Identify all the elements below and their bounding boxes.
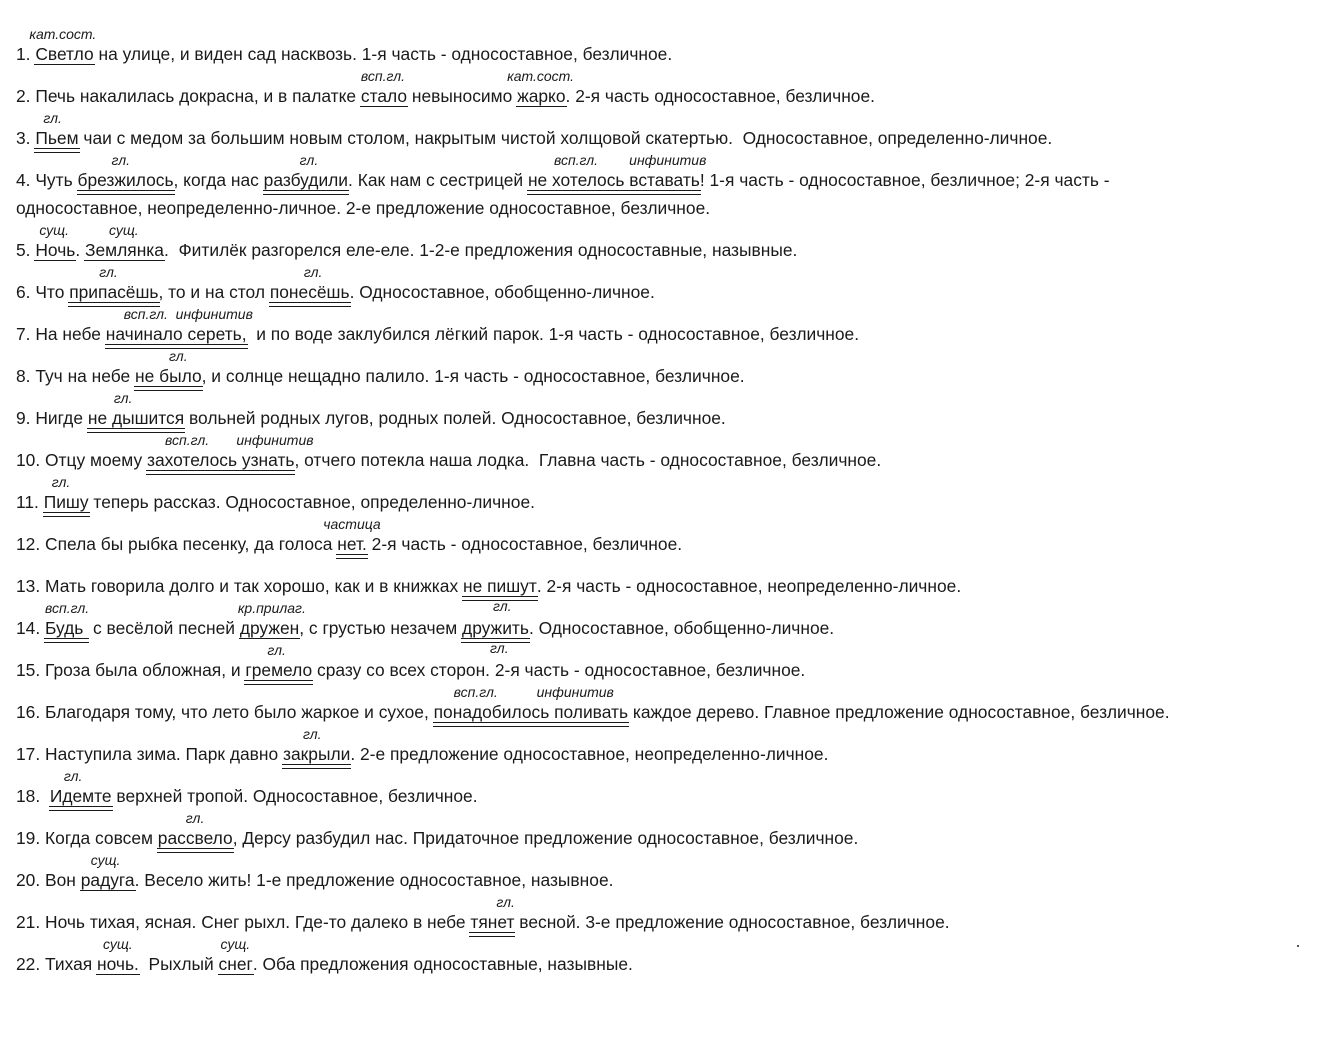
sentence-text: , Дерсу разбудил нас. Придаточное предложение односоставное, безличное. bbox=[232, 828, 859, 848]
grammar-annotation: частица bbox=[323, 516, 381, 532]
sentence-number: 6. bbox=[16, 282, 36, 302]
sentence-text: сразу со всех сторон. 2-я часть - односоставное, безличное. bbox=[312, 660, 806, 680]
predicate-segment bbox=[245, 642, 313, 682]
main-member-segment bbox=[218, 936, 253, 976]
predicate-word: Пьем bbox=[35, 128, 79, 148]
sentence-text: односоставное, неопределенно-личное. 2-е предложение односоставное, безличное. bbox=[16, 198, 711, 218]
sentence-text: верхней тропой. Односоставное, безличное. bbox=[111, 786, 478, 806]
grammar-annotation: всп.гл. инфинитив bbox=[164, 432, 314, 448]
predicate-segment bbox=[283, 726, 351, 766]
sentence-number: 13. bbox=[16, 576, 46, 596]
main-member-word: жарко bbox=[517, 86, 566, 106]
sentence-text: Нигде bbox=[35, 408, 88, 428]
grammar-annotation: гл. bbox=[99, 264, 118, 280]
sentence-line bbox=[16, 432, 1321, 490]
sentence-line bbox=[16, 574, 1321, 616]
predicate-word: брезжилось bbox=[77, 170, 174, 190]
sentence-text: . Как нам с сестрицей bbox=[348, 170, 528, 190]
sentence-text: каждое дерево. Главное предложение односоставное, безличное. bbox=[628, 702, 1170, 722]
predicate-word: нет. bbox=[337, 534, 367, 554]
sentence-number: 12. bbox=[16, 534, 46, 554]
sentence-text: с весёлой песней bbox=[88, 618, 240, 638]
grammar-annotation: гл. bbox=[113, 390, 133, 406]
sentence-number: 1. bbox=[16, 44, 36, 64]
sentence-text: Мать говорила долго и так хорошо, как и в книжках bbox=[45, 576, 463, 596]
sentence-line bbox=[16, 894, 1321, 952]
sentence-line bbox=[16, 936, 1321, 994]
sentence-line bbox=[16, 474, 1321, 532]
sentence-text: . Односоставное, обобщенно-личное. bbox=[528, 618, 835, 638]
grammar-annotation: гл. bbox=[299, 152, 319, 168]
main-member-word: радуга bbox=[80, 870, 135, 890]
sentence-text: Что bbox=[35, 282, 70, 302]
predicate-word: тянет bbox=[470, 912, 515, 932]
sentence-number: 7. bbox=[16, 324, 36, 344]
grammar-annotation: кр.прилаг. bbox=[237, 600, 306, 616]
main-member-segment bbox=[237, 600, 306, 640]
grammar-annotation: кат.сост. bbox=[507, 68, 575, 84]
sentence-text: весной. 3-е предложение односоставное, безличное. bbox=[514, 912, 950, 932]
sentence-text: Отцу моему bbox=[45, 450, 147, 470]
main-member-word: Землянка bbox=[85, 240, 164, 260]
sentence-text: Тихая bbox=[45, 954, 98, 974]
grammar-annotation: гл. bbox=[303, 264, 323, 280]
predicate-word: понадобилось поливать bbox=[433, 702, 629, 722]
predicate-word: закрыли bbox=[283, 744, 351, 764]
main-member-segment bbox=[97, 936, 139, 976]
grammar-annotation: сущ. bbox=[109, 222, 139, 238]
sentence-text: чаи с медом за большим новым столом, накрытым чистой холщовой скатертью. Односоставное, определенно-личное. bbox=[78, 128, 1053, 148]
grammar-annotation: всп.гл. bbox=[360, 68, 406, 84]
predicate-segment bbox=[527, 152, 707, 192]
predicate-word: не дышится bbox=[87, 408, 185, 428]
sentence-text: 2-я часть - односоставное, безличное. bbox=[366, 534, 683, 554]
sentence-text: и по воде заклубился лёгкий парок. 1-я часть - односоставное, безличное. bbox=[246, 324, 860, 344]
predicate-segment bbox=[462, 616, 529, 656]
sentence-number: 11. bbox=[16, 492, 44, 512]
main-member-word: снег bbox=[218, 954, 253, 974]
sentence-number: 4. bbox=[16, 170, 36, 190]
sentence-line bbox=[16, 306, 1321, 364]
predicate-word: Будь bbox=[45, 618, 89, 638]
predicate-word: не пишут bbox=[462, 576, 537, 596]
sentence-text: Вон bbox=[45, 870, 81, 890]
predicate-word: дружить bbox=[462, 618, 529, 638]
main-member-word: Ночь bbox=[35, 240, 76, 260]
predicate-segment bbox=[470, 894, 515, 934]
sentence-text: ! 1-я часть - односоставное, безличное; 2-я часть - bbox=[699, 170, 1110, 190]
sentence-line bbox=[16, 348, 1321, 406]
sentence-number: 2. bbox=[16, 86, 36, 106]
sentence-line bbox=[16, 68, 1321, 126]
predicate-word: начинало сереть, bbox=[105, 324, 247, 344]
sentence-number: 20. bbox=[16, 870, 46, 890]
predicate-segment bbox=[105, 306, 253, 346]
grammar-annotation: гл. bbox=[267, 642, 286, 658]
predicate-word: рассвело bbox=[157, 828, 233, 848]
sentence-continuation bbox=[16, 196, 1321, 238]
sentence-line bbox=[16, 642, 1321, 700]
grammar-annotation: сущ. bbox=[90, 852, 121, 868]
sentence-text: на улице, и виден сад насквозь. 1-я часть - односоставное, безличное. bbox=[93, 44, 673, 64]
sentence-text: . Фитилёк разгорелся еле-еле. 1-2-е предложения односоставные, назывные. bbox=[163, 240, 798, 260]
sentence-line bbox=[16, 810, 1321, 868]
predicate-segment bbox=[462, 574, 537, 614]
sentence-line bbox=[16, 684, 1321, 742]
sentence-number: 8. bbox=[16, 366, 36, 386]
grammar-annotation: гл. bbox=[43, 110, 62, 126]
sentence-text: невыносимо bbox=[407, 86, 518, 106]
stray-dot bbox=[1297, 945, 1299, 947]
grammar-annotation: кат.сост. bbox=[29, 26, 97, 42]
sentence-number: 19. bbox=[16, 828, 46, 848]
sentence-line bbox=[16, 852, 1321, 910]
grammar-annotation: гл. bbox=[303, 726, 322, 742]
sentence-text: На небе bbox=[35, 324, 106, 344]
predicate-word: Пишу bbox=[43, 492, 89, 512]
grammar-annotation: гл. bbox=[51, 474, 71, 490]
sentence-number: 18. bbox=[16, 786, 46, 806]
sentence-number: 22. bbox=[16, 954, 46, 974]
predicate-word: разбудили bbox=[263, 170, 349, 190]
sentence-number: 3. bbox=[16, 128, 36, 148]
predicate-segment bbox=[146, 432, 314, 472]
main-member-word: стало bbox=[360, 86, 408, 106]
sentence-number: 16. bbox=[16, 702, 46, 722]
main-member-segment bbox=[85, 222, 164, 262]
sentence-text: теперь рассказ. Односоставное, определенно-личное. bbox=[88, 492, 535, 512]
grammar-annotation: всп.гл. инфинитив bbox=[123, 306, 253, 322]
predicate-segment bbox=[135, 348, 202, 388]
predicate-segment bbox=[323, 516, 381, 556]
predicate-segment bbox=[433, 684, 629, 724]
main-member-segment bbox=[29, 26, 97, 66]
main-member-word: дружен bbox=[239, 618, 300, 638]
sentence-text: Чуть bbox=[35, 170, 78, 190]
grammar-annotation: гл. bbox=[492, 598, 512, 614]
sentence-text: Туч на небе bbox=[35, 366, 136, 386]
sentence-text: , с грустью незачем bbox=[299, 618, 463, 638]
predicate-word: понесёшь bbox=[269, 282, 350, 302]
main-member-segment bbox=[360, 68, 408, 108]
predicate-segment bbox=[69, 264, 159, 304]
sentence-text: Благодаря тому, что лето было жаркое и сухое, bbox=[45, 702, 434, 722]
sentence-text: , отчего потекла наша лодка. Главна часть - односоставное, безличное. bbox=[294, 450, 882, 470]
sentence-text: , и солнце нещадно палило. 1-я часть - односоставное, безличное. bbox=[201, 366, 745, 386]
sentence-text: Наступила зима. Парк давно bbox=[45, 744, 284, 764]
grammar-annotation: гл. bbox=[169, 348, 188, 364]
main-member-segment bbox=[507, 68, 575, 108]
grammar-annotation: всп.гл. bbox=[45, 600, 90, 616]
predicate-word: не хотелось вставать bbox=[527, 170, 700, 190]
predicate-word: захотелось узнать bbox=[146, 450, 295, 470]
sentence-text: . 2-я часть - односоставное, неопределенно-личное. bbox=[536, 576, 962, 596]
sentence-text: . bbox=[75, 240, 85, 260]
sentence-text: . Односоставное, обобщенно-личное. bbox=[349, 282, 655, 302]
predicate-segment bbox=[49, 768, 112, 808]
grammar-annotation: сущ. bbox=[103, 936, 133, 952]
grammar-annotation: всп.гл. инфинитив bbox=[553, 152, 707, 168]
sentence-number: 14. bbox=[16, 618, 46, 638]
sentence-text: Печь накалилась докрасна, и в палатке bbox=[35, 86, 361, 106]
sentence-text: Рыхлый bbox=[138, 954, 219, 974]
predicate-segment bbox=[77, 152, 174, 192]
grammar-annotation: гл. bbox=[185, 810, 205, 826]
sentence-text: . 2-я часть односоставное, безличное. bbox=[565, 86, 875, 106]
sentence-text: . Весело жить! 1-е предложение односоставное, назывное. bbox=[134, 870, 614, 890]
predicate-segment bbox=[263, 152, 349, 192]
grammar-annotation: гл. bbox=[63, 768, 83, 784]
grammar-annotation: гл. bbox=[496, 894, 515, 910]
sentence-number: 5. bbox=[16, 240, 36, 260]
sentence-line bbox=[16, 768, 1321, 826]
predicate-word: не было bbox=[135, 366, 202, 386]
sentence-number: 21. bbox=[16, 912, 46, 932]
predicate-word: припасёшь bbox=[69, 282, 159, 302]
sentence-text: . 2-е предложение односоставное, неопределенно-личное. bbox=[350, 744, 829, 764]
sentence-line bbox=[16, 26, 1321, 84]
grammar-annotation: гл. bbox=[490, 640, 509, 656]
main-member-segment bbox=[80, 852, 135, 892]
main-member-word: ночь. bbox=[97, 954, 139, 974]
predicate-segment bbox=[35, 110, 79, 150]
sentence-line bbox=[16, 726, 1321, 784]
sentence-text: . Оба предложения односоставные, назывные. bbox=[252, 954, 633, 974]
sentence-text: Гроза была обложная, и bbox=[45, 660, 246, 680]
predicate-word: гремело bbox=[245, 660, 313, 680]
predicate-segment bbox=[43, 474, 89, 514]
sentence-line bbox=[16, 600, 1321, 658]
grammar-annotation: всп.гл. инфинитив bbox=[453, 684, 614, 700]
sentence-text: Ночь тихая, ясная. Снег рыхл. Где-то далеко в небе bbox=[45, 912, 471, 932]
sentence-number: 15. bbox=[16, 660, 46, 680]
main-member-segment bbox=[35, 222, 76, 262]
grammar-annotation: сущ. bbox=[39, 222, 69, 238]
predicate-segment bbox=[45, 600, 90, 640]
sentence-line bbox=[16, 516, 1321, 574]
sentence-number: 17. bbox=[16, 744, 46, 764]
sentence-number: 10. bbox=[16, 450, 46, 470]
sentence-text: , то и на стол bbox=[158, 282, 270, 302]
grammar-annotation: гл. bbox=[111, 152, 131, 168]
exercise-document bbox=[16, 26, 1321, 994]
sentence-text: вольней родных лугов, родных полей. Односоставное, безличное. bbox=[184, 408, 726, 428]
sentence-text: , когда нас bbox=[173, 170, 264, 190]
sentence-number: 9. bbox=[16, 408, 36, 428]
predicate-word: Идемте bbox=[49, 786, 112, 806]
sentence-text: Когда совсем bbox=[45, 828, 158, 848]
grammar-annotation: сущ. bbox=[220, 936, 251, 952]
main-member-word: Светло bbox=[35, 44, 94, 64]
sentence-text: Спела бы рыбка песенку, да голоса bbox=[45, 534, 338, 554]
predicate-segment bbox=[157, 810, 233, 850]
predicate-segment bbox=[87, 390, 185, 430]
sentence-line bbox=[16, 222, 1321, 280]
predicate-segment bbox=[269, 264, 350, 304]
